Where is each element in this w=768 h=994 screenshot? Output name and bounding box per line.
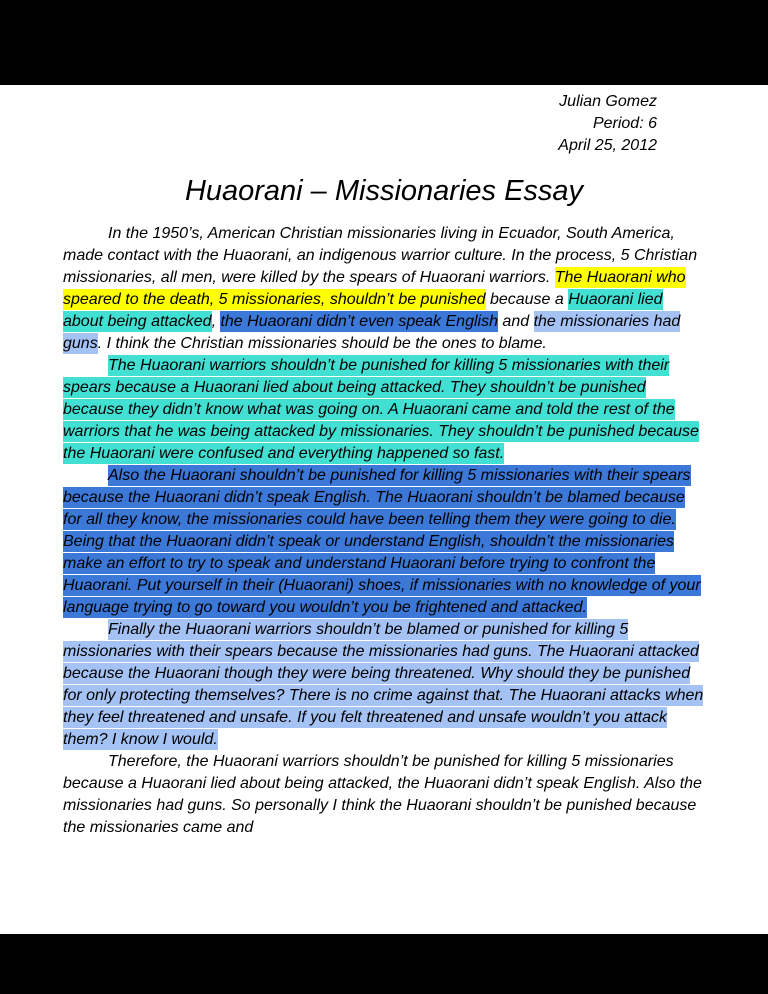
document-page [0,85,768,934]
highlighted-text-run-turquoise: Huaorani lied about being attacked [63,291,663,330]
highlighted-text-run-yellow: The Huaorani who speared to the death, 5 missionaries, shouldn’t be punished [63,269,686,308]
essay-title: Huaorani – Missionaries Essay [184,175,584,207]
essay-paragraph [63,619,705,751]
essay-body [63,223,705,839]
top-letterbox [0,0,768,85]
text-run: because a [485,291,569,308]
bottom-letterbox [0,934,768,994]
author-name: Julian Gomez [559,93,657,110]
highlighted-text-run-lightblue: the missionaries had guns [63,313,681,352]
essay-paragraph [63,751,705,839]
text-run: and [497,313,534,330]
document-header [63,91,705,157]
highlighted-text-run-turquoise: The Huaorani warriors shouldn’t be punished for killing 5 missionaries with their spears because a Huaorani lied about being attacked. They shouldn’t be punished because they didn’t know what was going on. A Huaorani came and told the rest of the warriors that he was being attacked by missionaries. They shouldn’t be punished because the Huaorani were confused and everything happened so fast. [63,357,699,462]
essay-paragraph [63,223,705,355]
document-date: April 25, 2012 [558,137,657,154]
essay-paragraph [63,355,705,465]
text-run: , [211,313,221,330]
highlighted-text-run-blue: the Huaorani didn’t even speak English [220,313,498,330]
essay-paragraph [63,465,705,619]
class-period: Period: 6 [592,115,657,132]
text-run: In the 1950’s, American Christian missionaries living in Ecuador, South America, made contact with the Huaorani, an indigenous warrior culture. In the process, 5 Christian missionaries, all men, were killed by the spears of Huaorani warriors. [63,225,698,286]
highlighted-text-run-blue: Also the Huaorani shouldn’t be punished for killing 5 missionaries with their spears because the Huaorani didn’t speak English. The Huaorani shouldn’t be blamed because for all they know, the missionaries could have been telling them they were going to die. Being that the Huaorani didn’t speak or understand English, shouldn’t the missionaries make an effort to try to speak and understand Huaorani before trying to confront the Huaorani. Put yourself in their (Huaorani) shoes, if missionaries with no knowledge of your language trying to go toward you wouldn’t you be frightened and attacked. [63,467,701,616]
highlighted-text-run-lightblue: Finally the Huaorani warriors shouldn’t be blamed or punished for killing 5 missionaries with their spears because the missionaries had guns. The Huaorani attacked because the Huaorani though they were being threatened. Why should they be punished for only protecting themselves? There is no crime against that. The Huaorani attacks when they feel threatened and unsafe. If you felt threatened and unsafe wouldn’t you attack them? I know I would. [63,621,704,748]
text-run: . I think the Christian missionaries should be the ones to blame. [97,335,547,352]
text-run: Therefore, the Huaorani warriors shouldn’t be punished for killing 5 missionaries because a Huaorani lied about being attacked, the Huaorani didn’t speak English. Also the missionaries had guns. So personally I think the Huaorani shouldn’t be punished because the missionaries came and [63,753,702,836]
